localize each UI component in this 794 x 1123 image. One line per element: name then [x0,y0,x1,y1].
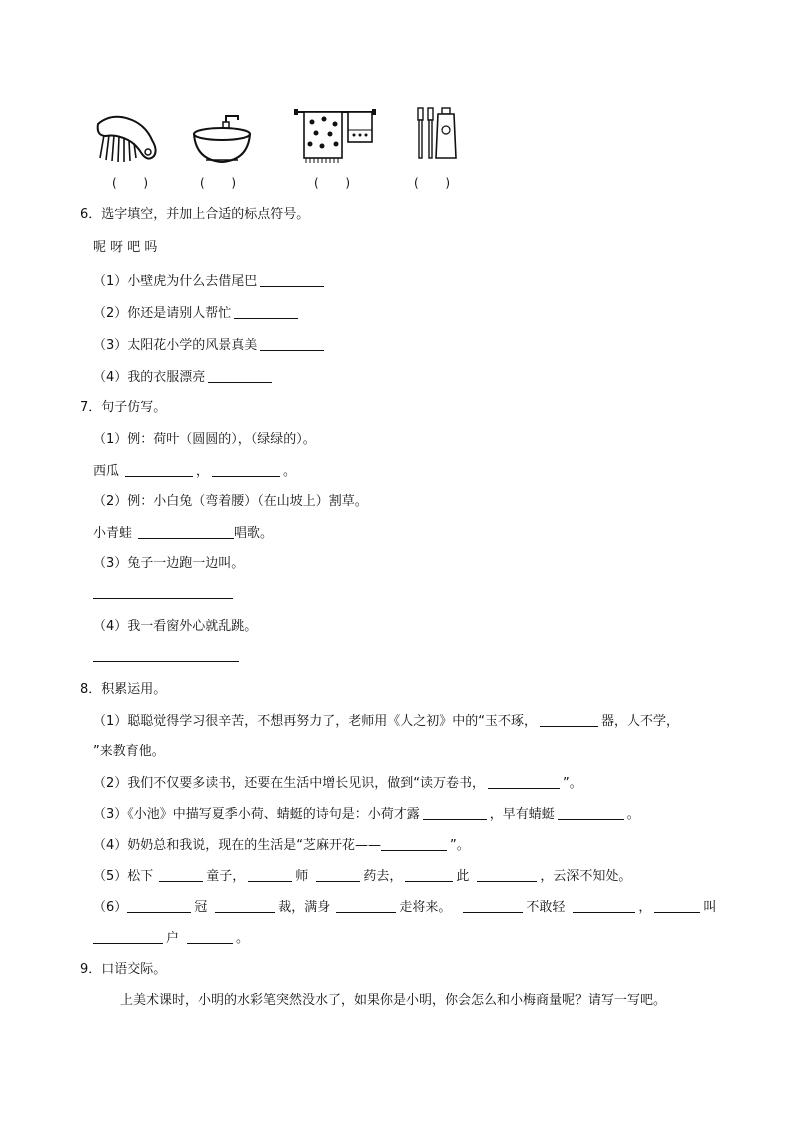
q9-title: 9．口语交际。 [80,962,167,977]
q7-answer-1: 西瓜 ， 。 [93,464,297,479]
q6-item-4: （4）我的衣服漂亮 [93,368,275,387]
q7-example-1: （1）例：荷叶（圆圆的），（绿绿的）。 [93,432,316,447]
q8-item-1: （1）聪聪觉得学习很辛苦，不想再努力了，老师用《人之初》中的“玉不琢， 器，人不学， [93,714,680,729]
q9-prompt: 上美术课时，小明的水彩笔突然没水了，如果你是小明，你会怎么和小梅商量呢？请写一写吧。 [120,993,667,1008]
q6-item-1: （1）小壁虎为什么去借尾巴 [93,272,327,291]
q7-example-2: （2）例：小白兔（弯着腰）（在山坡上）割草。 [93,494,368,509]
q6-blank-1[interactable] [260,272,324,287]
q7-blank-2[interactable] [138,524,234,539]
q7-example-4: （4）我一看窗外心就乱跳。 [93,619,258,634]
q6-item-2: （2）你还是请别人帮忙 [93,304,301,323]
q7-answer-2: 小青蛙 唱歌。 [93,526,274,541]
q7-blank-1b[interactable] [212,462,280,477]
q8-blank-5c[interactable] [316,867,360,882]
q8-item-5: （5）松下 童子， 师 药去， 此 ，云深不知处。 [93,869,632,884]
towel-rack-icon [292,106,378,168]
picture-answer-1[interactable]: ( ) [112,176,149,190]
q8-blank-5e[interactable] [477,867,537,882]
q8-blank-5a[interactable] [159,867,203,882]
picture-answer-2[interactable]: ( ) [200,176,237,190]
toothbrush-toothpaste-icon [412,104,466,164]
q8-blank-6g[interactable] [93,929,163,944]
q8-blank-5d[interactable] [405,867,453,882]
picture-answer-3[interactable]: ( ) [314,176,351,190]
q7-blank-4[interactable] [93,647,239,662]
q8-item-6: （6） 冠 裁，满身 走将来。 不敢轻 ， 叫 [93,900,717,915]
q7-blank-3[interactable] [93,584,233,599]
q8-item-2: （2）我们不仅要多读书，还要在生活中增长见识，做到“读万卷书， ”。 [93,776,583,791]
washbasin-icon [190,112,254,168]
q8-blank-6e[interactable] [573,898,635,913]
q8-blank-1a[interactable] [540,712,598,727]
q8-blank-6b[interactable] [215,898,275,913]
q6-blank-3[interactable] [260,336,324,351]
q8-blank-6h[interactable] [187,929,233,944]
q7-title: 7．句子仿写。 [80,400,167,415]
q8-blank-5b[interactable] [248,867,292,882]
q8-blank-6f[interactable] [654,898,700,913]
q7-example-3: （3）兔子一边跑一边叫。 [93,556,245,571]
q8-blank-4[interactable] [381,836,447,851]
q8-blank-6c[interactable] [336,898,396,913]
q8-blank-3a[interactable] [423,805,487,820]
q6-blank-2[interactable] [234,304,298,319]
q6-title: 6．选字填空，并加上合适的标点符号。 [80,207,310,222]
q8-blank-2[interactable] [488,774,560,789]
q8-item-4: （4）奶奶总和我说，现在的生活是“芝麻开花—— ”。 [93,838,470,853]
q8-item-6-cont: 户 。 [93,929,249,948]
q6-blank-4[interactable] [208,368,272,383]
q8-item-3: （3）《小池》中描写夏季小荷、蜻蜓的诗句是：小荷才露 ，早有蜻蜓 。 [93,807,640,822]
q6-item-3: （3）太阳花小学的风景真美 [93,336,327,355]
comb-icon [92,110,164,166]
q8-blank-3b[interactable] [558,805,624,820]
picture-answer-4[interactable]: ( ) [414,176,451,190]
q6-choices: 呢 呀 吧 吗 [93,240,158,255]
q8-blank-6a[interactable] [127,898,191,913]
q8-title: 8．积累运用。 [80,682,167,697]
q8-item-1-cont: ”来教育他。 [93,744,165,759]
q8-blank-6d[interactable] [463,898,523,913]
q7-blank-1a[interactable] [125,462,193,477]
